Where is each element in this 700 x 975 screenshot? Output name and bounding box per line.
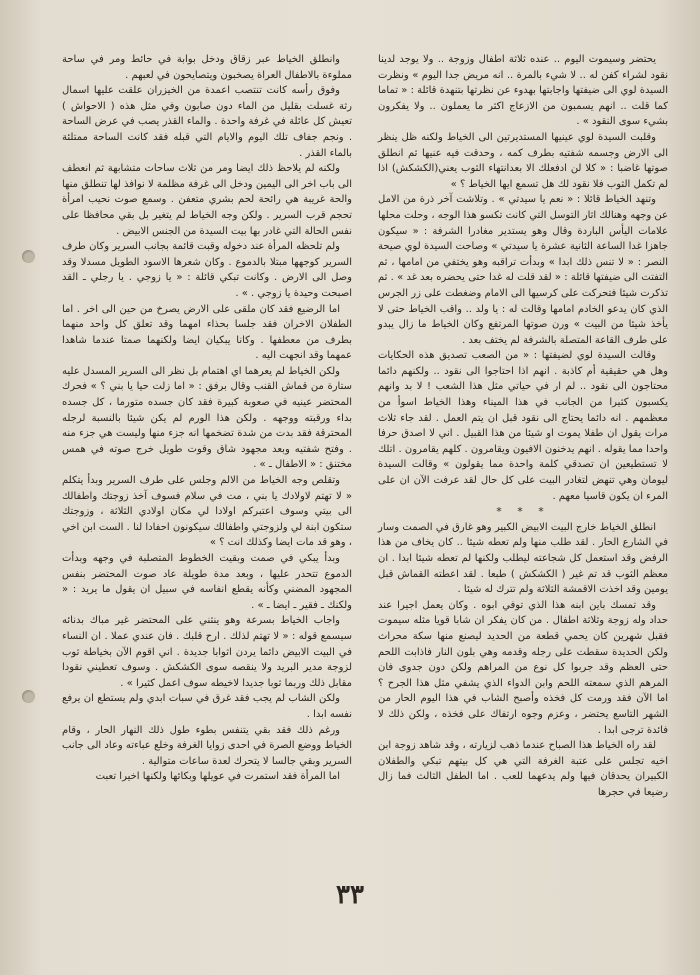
paragraph: ولكنه لم يلاحظ ذلك ايضا ومر من ثلاث ساحات متشابهة ثم انعطف الى باب اخر الى اليمين ودخل الى غرفة مظلمة لا نوافذ لها تنطلق منها والحة غريبة هي رائحة لحم بشري متعفن . وسمع صوت نحيب امرأة تحجم قرب السرير . ولكن وجه الخياط لم يتغير بل بقي محافظا على نفس الحالة التي غادر بها بيت السيدة من الجنس الابيض . (62, 163, 352, 237)
paragraph: وانطلق الخياط عبر زقاق ودخل بوابة في حائط ومر في ساحة مملوءة بالاطفال العراة يصخبون ويتصايحون في لعبهم . (62, 54, 352, 81)
binding-hole-bottom (22, 690, 35, 703)
paragraph: وفوق رأسه كانت تنتصب اعمدة من الخيزران علقت عليها اسمال رثة غسلت بقليل من الماء دون صابون وفي مثل هذه ( الاحواش ) تعيش كل عائلة في غرفة واحدة . والماء القذر يصب في عرض الساحة . ونجم جفاف تلك اليوم والايام التي قبله فقد كانت الساحة ممتلئة بالماء القذر . (62, 85, 352, 159)
paragraph: يحتضر وسيموت اليوم .. عنده ثلاثة اطفال وزوجة .. ولا يوجد لدينا نقود لشراء كفن له .. لا شيء بالمرة .. انه مريض جدا اليوم » ونظرت السيدة لوي الى ضيفتها واجابتها بهدوء عن نظرتها بتنهدة قائلة : « تماما كما قلت .. انهم يسمبون من الازعاج اكثر ما يعملون .. ولا يفكرون بشيء سوى النقود » . (378, 54, 668, 128)
page-number: ٣٣ (336, 880, 364, 910)
paragraph: انطلق الخياط خارج البيت الابيض الكبير وهو غارق في الصمت وسار في الشارع الحار . لقد طلب منها ولم تعطه شيئا .. كان يخاف من هذا الرفض وقد استعمل كل شجاعته ليطلب ولكنها لم تعطه شيئا ابدا . ان معظم الثوب قد تم غير ( الكشكش ) طبعا . لقد اعطته القماش قبل يومين وقد اخذت الاقمشة الثلاثة ولم تترك له شيئا . (378, 521, 668, 596)
paragraph: وتنهد الخياط قائلا : « نعم يا سيدتي » . وتلاشت آخر ذرة من الامل عن وجهه وهنالك اثار التوسل التي كانت تكسو هذا الوجه ، وحلت محلها علامات اليأس الباردة وقال وهو يستدير مغادرا الشرفة : « سيكون جاهزا غدا الساعة الثانية عشرة يا سيدتي » وصاحت السيدة لوي صيحة النصر : « لا تنس ذلك ابدا » وبدأت تراقبه وهو يختفي من امامها ، ثم التفتت الى ضيفتها قائلة : « لقد قلت له غدا حتى يحضره بعد غد » . ثم تذكرت شيئا فتحركت على كرسيها الى الامام وضغطت على زر الجرس الذي كان يدعو الخادم امامها وقالت له : يا ولد .. واقب الخياط حتى لا يأخذ شيئا من البيت » ورن صوتها المرتفع وكان الخياط ما زال يبدو على طرف القاعة المتصلة بالشرفة لم يختف بعد . (378, 194, 668, 346)
paragraph: وقالت السيدة لوي لضيفتها : « من الصعب تصديق هذه الحكايات وهل هي حقيقية أم كاذبة . انهم اذا احتاجوا الى نقود .. ولكنهم دائما محتاجون الى نقود .. لم ار في حياتي مثل هذا الشعب ! لا بد وانهم يكسبون كثيرا من الجانب في هذا الميناء وهذا الخياط اسوأ من معظمهم . انه دائما يحتاج الى نقود قبل ان يتم العمل . لقد جاء ثلاث مرات يقول ان طفلا يموت او شيئا من هذا القبيل . اني لا اصدق حرفا واحدا مما يقوله . انهم يدخنون الافيون ويقامرون . كلهم يقامرون . اتلك لا تستطيعين ان تصدقي كلمة واحدة مما يقولون » وقالت السيدة ليومان وهي تنهض لتغادر البيت على كل حال لقد عرفت الآن ان على المرء ان يكون قاسيا معهم . (378, 350, 668, 502)
paragraph: ورغم ذلك فقد بقي يتنفس بطوء طول ذلك النهار الحار ، وقام الخياط ووضع الصرة في احدى زوايا الغرفة وخلع عباءته وعاد الى جانب السرير وبقي جالسا لا يتحرك لعدة ساعات متوالية . (62, 724, 352, 767)
paragraph: لقد راه الخياط هذا الصباح عندما ذهب لزيارته ، وقد شاهد زوجة ابن اخيه تجلس على عتبة الغرفة التي هي كل بيتهم تبكي والطفلان الكبيران يحدقان فيها ولم يدعهما للعب . اما الطفل الثالث فما زال رضيعا في حجرها (378, 740, 668, 798)
paragraph: اما المرأة فقد استمرت في عويلها وبكائها ولكنها اخيرا تعبت (95, 771, 340, 783)
binding-hole-top (22, 250, 35, 263)
section-separator: * * * (496, 505, 550, 519)
paragraph: وقلبت السيدة لوي عينيها المستديرتين الى الخياط ولكنه ظل ينظر الى الارض وجسمه شفتيه بطرف كمه ، وحدقت فيه عنيها ثم انطلق صوتها غاضبا : « كلا لن ادفعلك الا بعدانتهاء الثوب يعني(الكشكش) اذا لم تكمل الثوب فلا نقود لك هل تسمع ايها الخياط ؟ » (378, 131, 668, 190)
paragraph: اما الرضيع فقد كان ملقى على الارض يصرخ من حين الى اخر . اما الطفلان الاخران فقد جلسا بحذاء امهما وقد تعلق كل واحد منهما بطرف من معطفها . وكانا يبكيان ايضا ولكنهما صمتا عندما شاهدا عمهما وقد انجهت اليه . (62, 303, 352, 362)
paragraph: وقد تمسك باين ابنه هذا الذي توفي ابوه . وكان يعمل اجيرا عند حداد وله زوجة وثلاثة اطفال . من كان يفكر ان شابا قويا مثله سيموت فقبل شهرين كان يحمي قطعة من الحديد ليصنع منها سكة محراث ولكن الحديدة سقطت على رجله وقدمه وهي بلون النار فاذابت اللحم حتى العظم وقد جربوا كل نوع من المراهم ولكن دون جدوى فان المرهم الذي سمعته اللحم وابن الدواء الذي يشفي مثل هذا الجرح ؟ اما الآن فقد ورمت كل فخذه وأصبح الشاب في هذا اليوم الحار من الشهر التاسع يحتضر ، وعزم وجوه ارتفاك على فخذه ، ولكن ذلك لا فائدة ترجى ابدا . (378, 599, 668, 736)
paragraph: ولكن الخياط لم يعرهما اي اهتمام بل نظر الى السرير المسدل عليه ستارة من قماش القنب وقال برفق : « اما زلت حيا يا بني ؟ » فحرك المحتضر عينيه في صعوبة كبيرة فقد كان جسده متورما ، كل جسده بداء ورقبته ووجهه . ولكن هذا الورم لم يكن شيئا بالنسبة لرجله المحترقة فقد بدت من شدة تضخمها انه جزء منها وليست هي جزء منه . وفتح شفتيه وبعد مجهود شاق وقوت طويل خرج صوته في همس مختنق : « الاطفال ـ » . (62, 365, 352, 471)
paragraph: وتقلص وجه الخياط من الالم وجلس على طرف السرير وبدأ يتكلم « لا تهتم لاولادك يا بني ، مت في سلام فسوف آخذ زوجتك واطفالك الى بيتي وسوف اعتبركم اولادا لي مكان اولادي الثلاثة ، وزوجتك ستكون ابنة لي ولزوجتي واطفالك سيكونون احفادا لنا . الست ابن اخي ، وهو قد مات ايضا وكذلك انت ؟ » (62, 475, 352, 549)
paragraph: وبدأ يبكي في صمت وبقيت الخطوط المتصلبة في وجهه وبدأت الدموع تتحدر عليها ، وبعد مدة طويلة عاد صوت المحتضر بنفس المجهود المضني وكأنه يقطع انفاسه في سبيل ان يقول ما يريد : « ولكنك ـ فقير ـ ايضا ـ » . (62, 553, 352, 611)
right-column (378, 52, 668, 801)
paragraph: واجاب الخياط بسرعة وهو ينثني على المحتضر غير مباك بدنائه سيسمع قوله : « لا تهتم لذلك . ارح قلبك . فان عندي عملا . ان النساء في البيت الابيض دائما يردن اثوابا جديدة . اني اقوم الآن بخياطة ثوب لزوجة مدير البريد ولا ينقصه سوى الكشكش . وسوف تعطيني نقودا مقابل ذلك وربما ثوبا جديدا لاخيطه سوف اعمل كثيرا » . (62, 615, 352, 689)
paragraph: ولكن الشاب لم يجب فقد غرق في سبات ابدي ولم يستطع ان يرفع نفسه ابدا . (62, 693, 352, 720)
left-column (62, 52, 352, 785)
paragraph: ولم تلحظه المرأة عند دخوله وقبت قائمة بجانب السرير وكان طرف السرير كوجهها مبتلا بالدموع . وكان شعرها الاسود الطويل مسدلا وقد وصل الى الارض . وكانت تبكي قائلة : « يا زوجي . يا رجلي ـ القد اصبحت وحيدة يا زوجي . » . (62, 241, 352, 299)
